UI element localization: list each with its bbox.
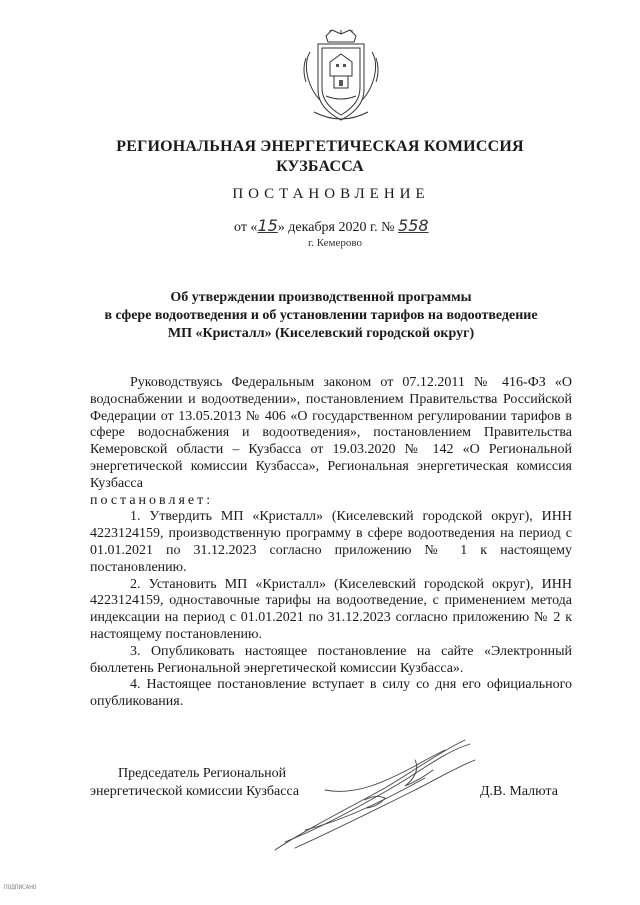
organization-title: РЕГИОНАЛЬНАЯ ЭНЕРГЕТИЧЕСКАЯ КОМИССИЯ	[116, 138, 524, 155]
signatory-position: Председатель Региональной	[118, 766, 287, 781]
date-day-handwritten: 15	[257, 216, 278, 235]
document-number-handwritten: 558	[398, 216, 429, 235]
document-subject	[80, 289, 562, 343]
handwritten-signature	[265, 730, 485, 860]
date-suffix: » декабря 2020 г. №	[277, 220, 399, 235]
organization-title-region: КУЗБАССА	[276, 158, 364, 175]
subject-line: Об утверждении производственной программы	[170, 290, 472, 305]
signatory-position: энергетической комиссии Кузбасса	[90, 784, 300, 799]
resolution-item: 1. Утвердить МП «Кристалл» (Киселевский городской округ), ИНН 4223124159, производственную программу в сфере водоотведения на период с 01.01.2021 по 31.12.2023 согласно приложению № 1 к настоящему постановлению.	[90, 509, 572, 575]
subject-line: в сфере водоотведения и об установлении тарифов на водоотведение	[104, 308, 538, 323]
resolution-item: 3. Опубликовать настоящее постановление на сайте «Электронный бюллетень Региональной энергетической комиссии Кузбасса».	[90, 643, 572, 676]
document-body	[90, 375, 572, 711]
signatory-name: Д.В. Малюта	[480, 784, 558, 799]
date-prefix: от «	[234, 220, 258, 235]
preamble-paragraph: Руководствуясь Федеральным законом от 07.12.2011 № 416-ФЗ «О водоснабжении и водоотведении», постановлением Правительства Российской Федерации от 13.05.2013 № 406 «О государственном регулировании тарифов в сфере водоснабжения и водоотведения», постановлением Правительства Кемеровской области – Кузбасса от 19.03.2020 № 142 «О Региональной энергетической комиссии Кузбасса», Региональная энергетическая комиссия Кузбасса	[90, 375, 572, 491]
document-type: ПОСТАНОВЛЕНИЕ	[232, 186, 430, 202]
footer-mark: ПОДПИСАНО	[4, 884, 37, 891]
decree-word: постановляет:	[90, 492, 214, 508]
date-number-line	[234, 216, 429, 236]
resolution-item: 4. Настоящее постановление вступает в силу со дня его официального опубликования.	[90, 677, 572, 710]
city: г. Кемерово	[307, 237, 363, 249]
subject-line: МП «Кристалл» (Киселевский городской округ)	[167, 326, 475, 341]
resolution-item: 2. Установить МП «Кристалл» (Киселевский городской округ), ИНН 4223124159, одноставочные тарифы на водоотведение, с применением метода индексации на период с 01.01.2021 по 31.12.2023 согласно приложению № 2 к настоящему постановлению.	[90, 576, 572, 642]
coat-of-arms-emblem	[296, 28, 386, 128]
